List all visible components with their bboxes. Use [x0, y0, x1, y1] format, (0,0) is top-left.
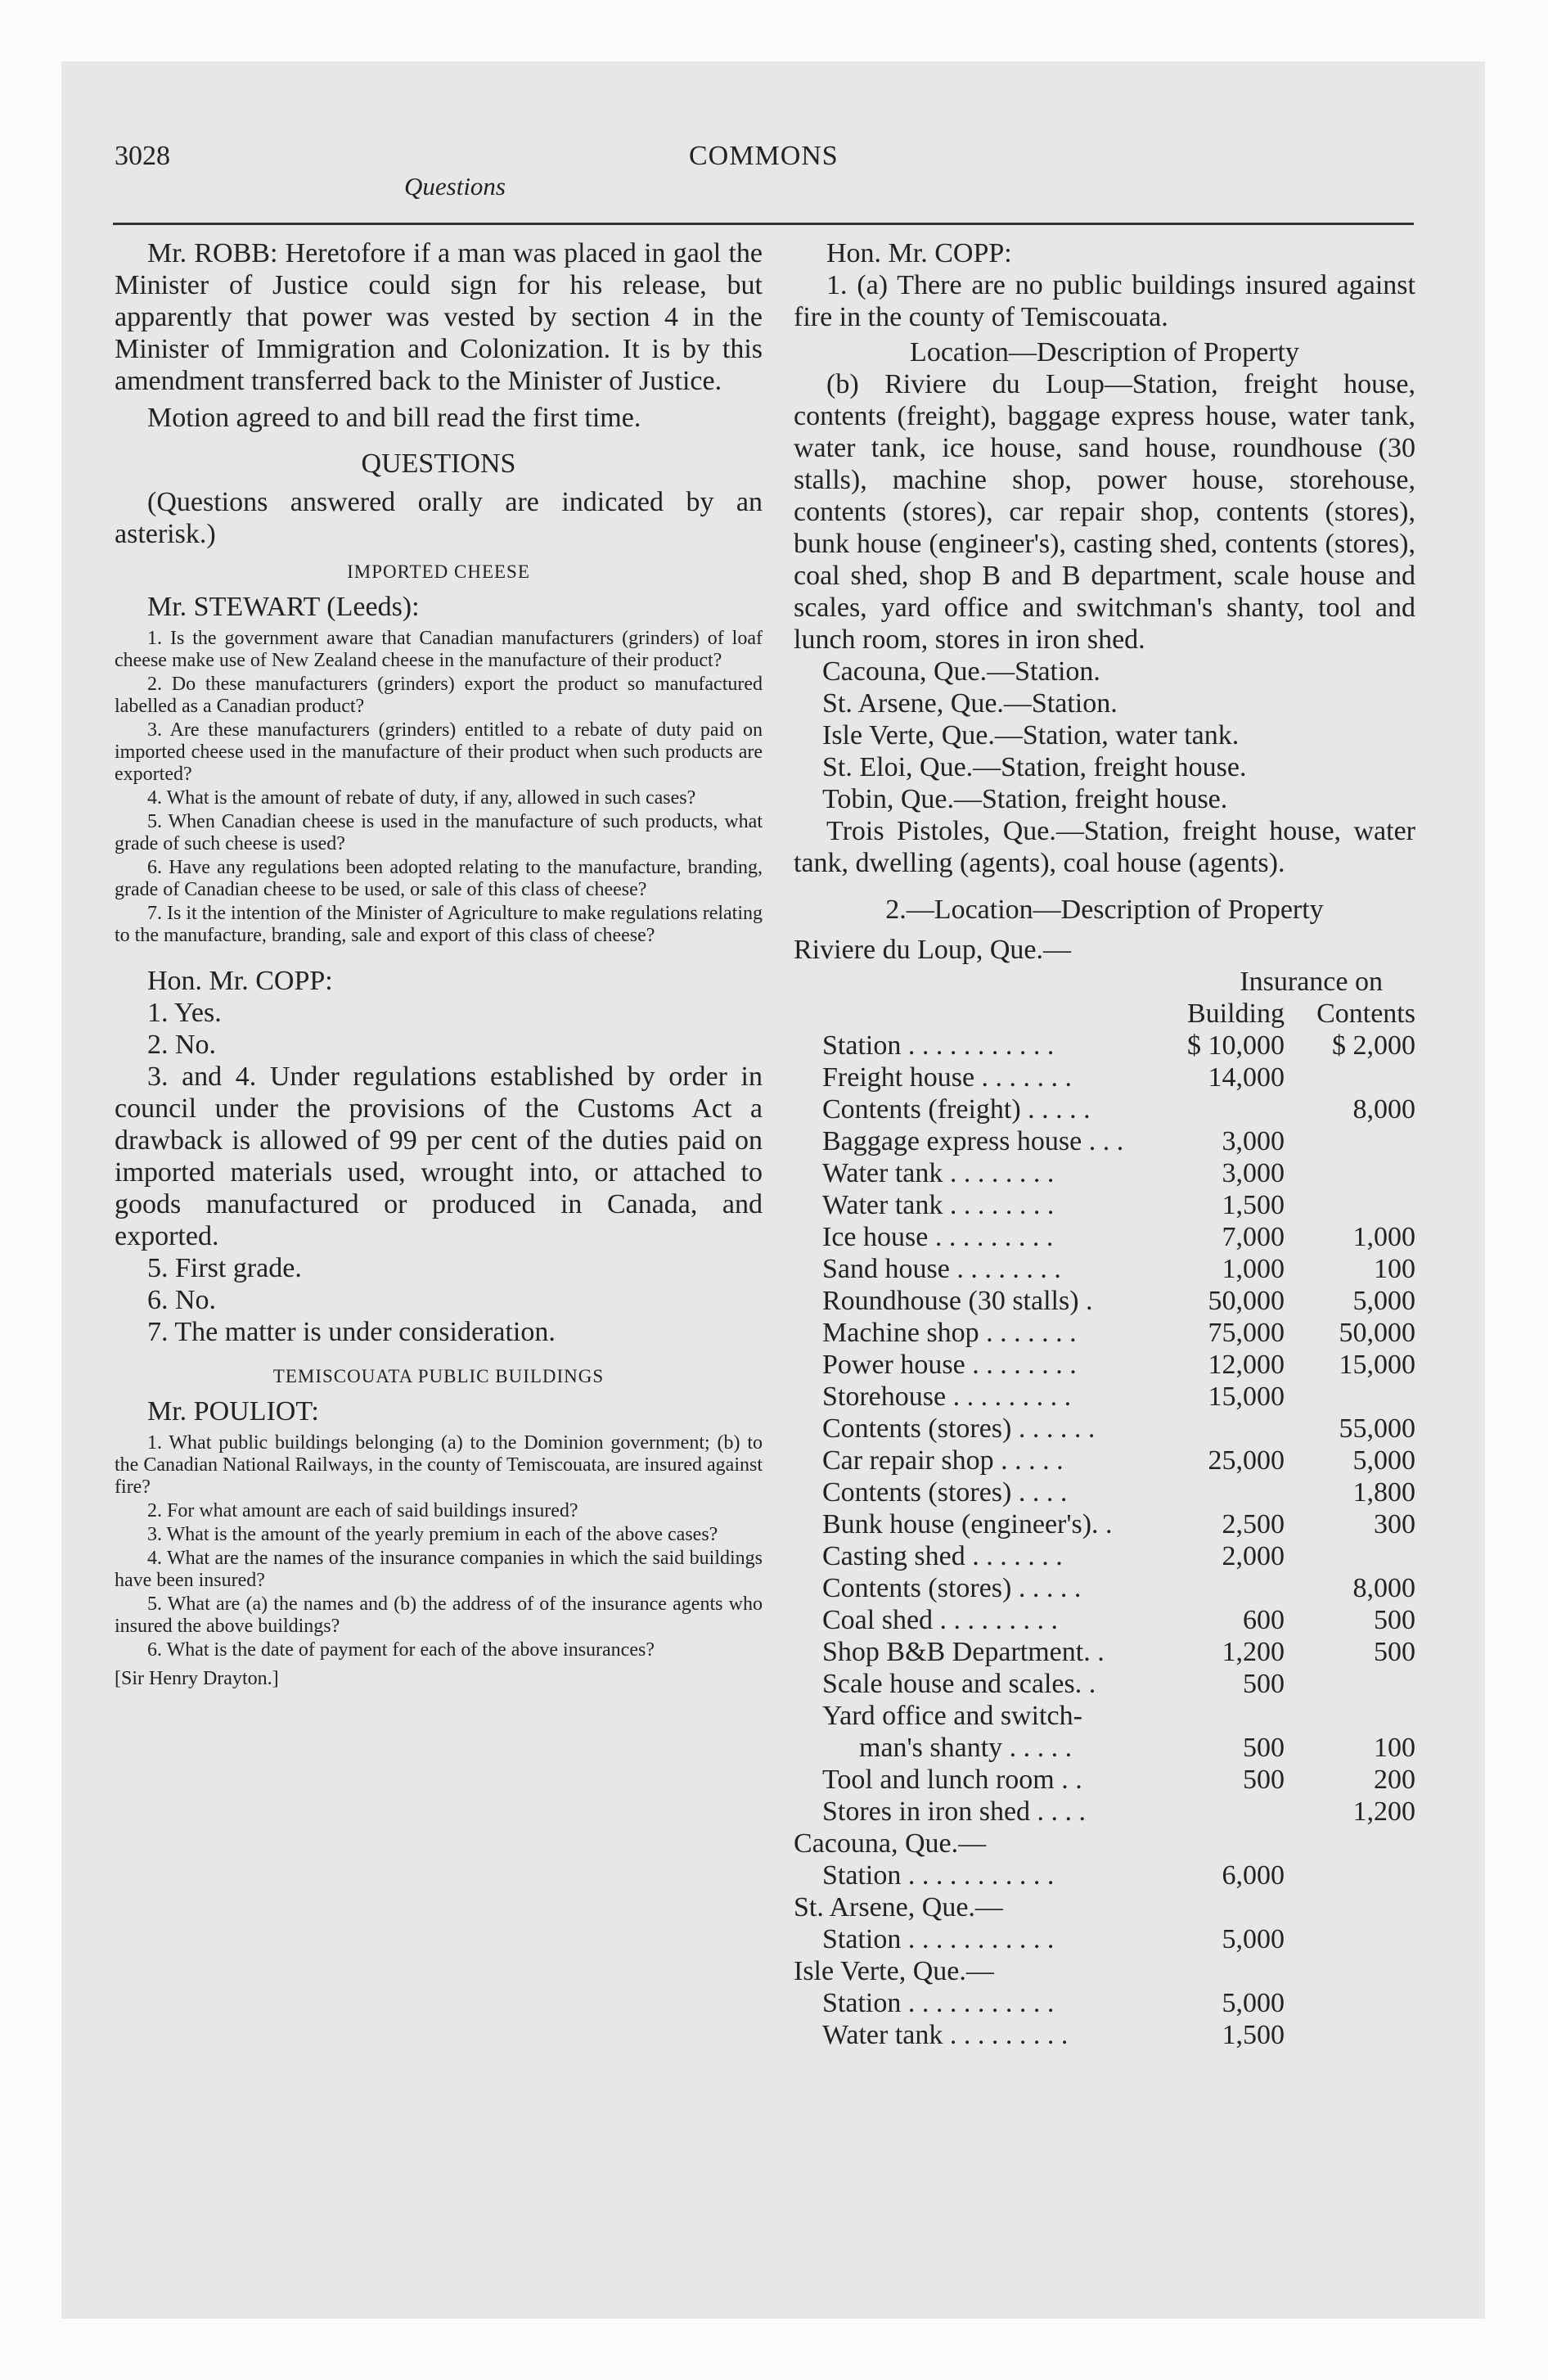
row-contents-value: 8,000 [1352, 1573, 1415, 1603]
row-label: Power house . . . . . . . . [822, 1350, 1077, 1380]
contents-header: Contents [1316, 998, 1415, 1029]
row-building-value: 75,000 [1208, 1318, 1285, 1348]
cheese-question: 6. Have any regulations been adopted relating to the manufacture, branding, grade of Canadian cheese to be used, or sale of this class of cheese? [115, 857, 763, 900]
row-building-value: 1,200 [1222, 1637, 1285, 1667]
row-building-value: 600 [1243, 1605, 1285, 1635]
row-label: Tool and lunch room . . [822, 1765, 1082, 1795]
location-heading-2: 2.—Location—Description of Property [885, 895, 1324, 925]
trois-pistoles: Trois Pistoles, Que.—Station, freight house, water tank, dwelling (agents), coal house (agents). [794, 816, 1415, 878]
page-number: 3028 [115, 141, 170, 171]
row-building-value: 500 [1243, 1765, 1285, 1795]
page-subtitle: Questions [404, 172, 506, 201]
questions-heading: QUESTIONS [361, 449, 516, 479]
cheese-answer: 7. The matter is under consideration. [147, 1317, 556, 1347]
row-label: Water tank . . . . . . . . [822, 1158, 1055, 1188]
cheese-answer: 3. and 4. Under regulations established by order in council under the provisions of the Customs Act a drawback is allowed of 99 per cent of the duties paid on imported materials used, wrought into, or attached to goods manufactured or produced in Canada, and exported. [115, 1062, 763, 1251]
cheese-answer: 6. No. [147, 1285, 217, 1315]
table-row [794, 1381, 1415, 1413]
cacouna-label-row [794, 1828, 1415, 1859]
row-building-value: 1,500 [1222, 1190, 1285, 1220]
temiscouata-question: 6. What is the date of payment for each of the above insurances? [147, 1639, 655, 1661]
table-row [794, 1732, 1415, 1764]
cheese-question: 4. What is the amount of rebate of duty, if any, allowed in such cases? [147, 787, 696, 809]
robb-paragraph: Mr. ROBB: Heretofore if a man was placed in gaol the Minister of Justice could sign for his release, but apparently that power was vested by section 4 in the Minister of Immigration and Colonization. It is by this amendment transferred back to the Minister of Justice. [115, 238, 763, 396]
table-row [794, 1062, 1415, 1093]
row-building-value: 500 [1243, 1669, 1285, 1699]
temiscouata-heading: TEMISCOUATA PUBLIC BUILDINGS [272, 1366, 605, 1386]
insurance-table [794, 966, 1415, 2051]
row-contents-value: 5,000 [1352, 1286, 1415, 1316]
row-label: Contents (freight) . . . . . [822, 1094, 1091, 1125]
row-contents-value: 1,000 [1352, 1222, 1415, 1252]
row-contents-value: 300 [1374, 1509, 1415, 1539]
row-label: Car repair shop . . . . . [822, 1445, 1064, 1476]
row-label: Water tank . . . . . . . . [822, 1190, 1055, 1220]
right-column [794, 237, 1415, 2051]
table-row [794, 2019, 1415, 2051]
row-building-value: 2,500 [1222, 1509, 1285, 1539]
cheese-answer: 5. First grade. [147, 1253, 302, 1283]
row-label: Roundhouse (30 stalls) . [822, 1286, 1093, 1316]
row-contents-value: 100 [1374, 1254, 1415, 1284]
table-row [794, 1413, 1415, 1445]
table-row [794, 1923, 1415, 1955]
row-label: Baggage express house . . . [822, 1126, 1124, 1156]
arsene-label-row [794, 1891, 1415, 1923]
isle-label-row [794, 1955, 1415, 1987]
row-label: Contents (stores) . . . . [822, 1477, 1068, 1508]
row-label: Station . . . . . . . . . . . [822, 1988, 1055, 2018]
row-building-value: 5,000 [1222, 1988, 1285, 2018]
table-row [794, 1093, 1415, 1125]
row-building-value: 50,000 [1208, 1286, 1285, 1316]
cheese-heading: IMPORTED CHEESE [347, 561, 530, 582]
row-label: Station . . . . . . . . . . . [822, 1924, 1055, 1954]
table-row [794, 1317, 1415, 1349]
row-building-value: 15,000 [1208, 1382, 1285, 1412]
table-row [794, 1125, 1415, 1157]
row-contents-value: 500 [1374, 1605, 1415, 1635]
row-contents-value: 8,000 [1352, 1094, 1415, 1125]
row-building-value: $ 10,000 [1187, 1030, 1285, 1061]
location-heading: Location—Description of Property [910, 337, 1299, 367]
table-row [794, 1796, 1415, 1828]
speaker-stewart: Mr. STEWART (Leeds): [147, 592, 420, 622]
table-row [794, 1476, 1415, 1508]
row-contents-value: 15,000 [1339, 1350, 1415, 1380]
row-building-value: 5,000 [1222, 1924, 1285, 1954]
row-label: Station . . . . . . . . . . . [822, 1030, 1055, 1061]
table-row [794, 1253, 1415, 1285]
cheese-answer-list [115, 997, 763, 1348]
row-label: Station . . . . . . . . . . . [822, 1860, 1055, 1891]
insurance-header-1 [794, 966, 1415, 998]
row-label: Contents (stores) . . . . . . [822, 1413, 1096, 1444]
temiscouata-question-list [115, 1432, 763, 1661]
row-building-value: 14,000 [1208, 1062, 1285, 1093]
temiscouata-question: 1. What public buildings belonging (a) to the Dominion government; (b) to the Canadian National Railways, in the county of Temiscouata, are insured against fire? [115, 1432, 763, 1498]
table-row [794, 1636, 1415, 1668]
place-list [794, 656, 1415, 815]
cheese-answer: 1. Yes. [147, 998, 222, 1028]
insurance-on-header: Insurance on [1240, 967, 1383, 997]
row-label: Contents (stores) . . . . . [822, 1573, 1082, 1603]
cheese-question: 1. Is the government aware that Canadian manufacturers (grinders) of loaf cheese make use of New Zealand cheese in the manufacture of their product? [115, 628, 763, 671]
left-column [115, 237, 763, 1692]
row-building-value: 7,000 [1222, 1222, 1285, 1252]
table-row [794, 1764, 1415, 1796]
row-label: Sand house . . . . . . . . [822, 1254, 1061, 1284]
footer-drayton: [Sir Henry Drayton.] [115, 1668, 279, 1689]
temiscouata-question: 4. What are the names of the insurance companies in which the said buildings have been insured? [115, 1548, 763, 1591]
row-label: Yard office and switch- [822, 1701, 1082, 1731]
place-item: Isle Verte, Que.—Station, water tank. [822, 720, 1240, 751]
riviere-rows [794, 1030, 1415, 1828]
row-contents-value: 100 [1374, 1733, 1415, 1763]
temiscouata-question: 5. What are (a) the names and (b) the address of of the insurance agents who insured the above buildings? [115, 1593, 763, 1637]
row-contents-value: 55,000 [1339, 1413, 1415, 1444]
isle-rows [794, 1987, 1415, 2051]
row-building-value: 2,000 [1222, 1541, 1285, 1571]
table-row [794, 1221, 1415, 1253]
arsene-label: St. Arsene, Que.— [794, 1892, 1003, 1922]
questions-note: (Questions answered orally are indicated by an asterisk.) [115, 487, 763, 549]
speaker-copp: Hon. Mr. COPP: [147, 966, 333, 996]
arsene-rows [794, 1923, 1415, 1955]
table-row [794, 1987, 1415, 2019]
answer-1b: (b) Riviere du Loup—Station, freight house, contents (freight), baggage express house, water tank, water tank, ice house, sand house, roundhouse (30 stalls), machine shop, power house, storehouse, contents (stores), car repair shop, contents (stores), bunk house (engineer's), casting shed, contents (stores), coal shed, shop B and B department, scale house and scales, yard office and switchman's shanty, tool and lunch room, stores in iron shed. [794, 369, 1415, 655]
table-row [794, 1604, 1415, 1636]
table-row [794, 1189, 1415, 1221]
table-row [794, 1540, 1415, 1572]
row-building-value: 12,000 [1208, 1350, 1285, 1380]
row-label: man's shanty . . . . . [859, 1733, 1073, 1763]
table-row [794, 1508, 1415, 1540]
row-label: Casting shed . . . . . . . [822, 1541, 1063, 1571]
cacouna-label: Cacouna, Que.— [794, 1828, 987, 1859]
speaker-pouliot: Mr. POULIOT: [147, 1396, 319, 1427]
cheese-question: 2. Do these manufacturers (grinders) export the product so manufactured labelled as a Canadian product? [115, 674, 763, 717]
header-rule [113, 223, 1414, 225]
table-row [794, 1285, 1415, 1317]
row-contents-value: 50,000 [1339, 1318, 1415, 1348]
table-row [794, 1445, 1415, 1476]
row-contents-value: 1,800 [1352, 1477, 1415, 1508]
row-building-value: 3,000 [1222, 1126, 1285, 1156]
row-label: Ice house . . . . . . . . . [822, 1222, 1054, 1252]
row-label: Machine shop . . . . . . . [822, 1318, 1077, 1348]
cheese-question: 3. Are these manufacturers (grinders) entitled to a rebate of duty paid on imported cheese used in the manufacture of their product when such products are exported? [115, 719, 763, 785]
temiscouata-question: 2. For what amount are each of said buildings insured? [147, 1500, 578, 1521]
building-header: Building [1186, 998, 1285, 1029]
place-item: Cacouna, Que.—Station. [822, 656, 1100, 687]
cacouna-rows [794, 1859, 1415, 1891]
cheese-question: 5. When Canadian cheese is used in the manufacture of such products, what grade of such cheese is used? [115, 811, 763, 854]
place-item: St. Arsene, Que.—Station. [822, 688, 1118, 719]
place-item: St. Eloi, Que.—Station, freight house. [822, 752, 1247, 782]
row-contents-value: 200 [1374, 1765, 1415, 1795]
table-row [794, 1668, 1415, 1700]
row-building-value: 25,000 [1208, 1445, 1285, 1476]
temiscouata-question: 3. What is the amount of the yearly premium in each of the above cases? [147, 1524, 718, 1545]
row-label: Bunk house (engineer's). . [822, 1509, 1113, 1539]
row-label: Freight house . . . . . . . [822, 1062, 1073, 1093]
cheese-answer: 2. No. [147, 1030, 217, 1060]
cheese-question-list [115, 628, 763, 947]
row-contents-value: 1,200 [1352, 1796, 1415, 1827]
table-row [794, 1572, 1415, 1604]
table-row [794, 1030, 1415, 1062]
cheese-question: 7. Is it the intention of the Minister of Agriculture to make regulations relating to the manufacture, branding, sale and export of this class of cheese? [115, 903, 763, 946]
motion-paragraph: Motion agreed to and bill read the first time. [147, 403, 641, 433]
page-title: COMMONS [689, 141, 839, 171]
row-label: Stores in iron shed . . . . [822, 1796, 1087, 1827]
insurance-header-2 [794, 998, 1415, 1030]
row-contents-value: 5,000 [1352, 1445, 1415, 1476]
row-label: Coal shed . . . . . . . . . [822, 1605, 1059, 1635]
row-building-value: 1,500 [1222, 2020, 1285, 2050]
table-row [794, 1859, 1415, 1891]
riviere-heading: Riviere du Loup, Que.— [794, 935, 1071, 965]
row-contents-value: 500 [1374, 1637, 1415, 1667]
table-row [794, 1700, 1415, 1732]
row-building-value: 1,000 [1222, 1254, 1285, 1284]
row-label: Shop B&B Department. . [822, 1637, 1105, 1667]
table-row [794, 1157, 1415, 1189]
row-label: Storehouse . . . . . . . . . [822, 1382, 1072, 1412]
row-building-value: 500 [1243, 1733, 1285, 1763]
place-item: Tobin, Que.—Station, freight house. [822, 784, 1228, 814]
row-building-value: 6,000 [1222, 1860, 1285, 1891]
row-contents-value: $ 2,000 [1332, 1030, 1415, 1061]
table-row [794, 1349, 1415, 1381]
answer-1a: 1. (a) There are no public buildings insured against fire in the county of Temiscouata. [794, 270, 1415, 332]
row-label: Water tank . . . . . . . . . [822, 2020, 1069, 2050]
row-building-value: 3,000 [1222, 1158, 1285, 1188]
isle-label: Isle Verte, Que.— [794, 1956, 994, 1986]
speaker-copp-right: Hon. Mr. COPP: [826, 238, 1012, 268]
row-label: Scale house and scales. . [822, 1669, 1096, 1699]
